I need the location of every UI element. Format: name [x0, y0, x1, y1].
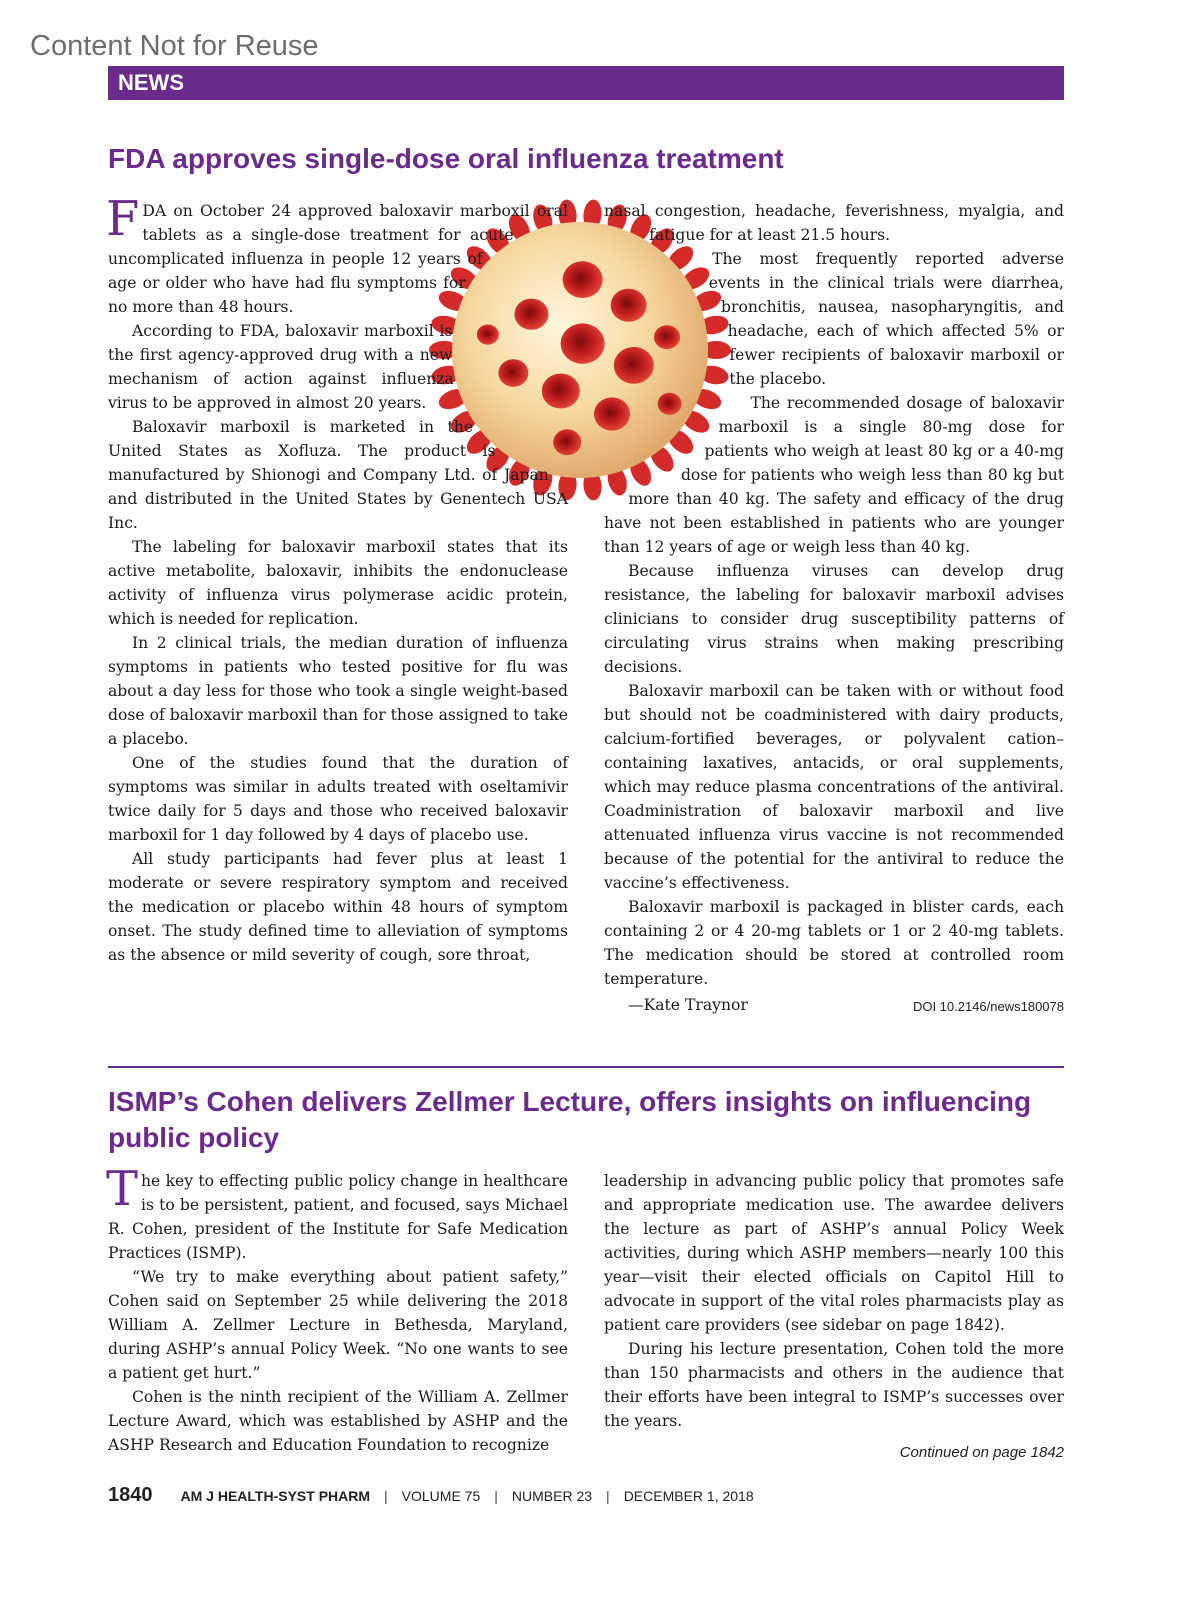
- article1-paragraph: nasal congestion, headache, feverishness, myalgia, and fatigue for at least 21.5 hours.: [604, 202, 1064, 244]
- page-footer: [108, 1484, 754, 1507]
- article1-paragraph: Because influenza viruses can develop drug resistance, the labeling for baloxavir marboxil advises clinicians to consider drug susceptibility patterns of circulating virus strains when making prescribing decisions.: [604, 562, 1064, 676]
- article1-paragraph: FDA on October 24 approved baloxavir marboxil oral tablets as a single-dose treatment for acute uncomplicated influenza in people 12 years of age or older who have had flu symptoms for no more than 48 hours.: [106, 191, 568, 316]
- article-divider: [108, 1066, 1064, 1068]
- article1-paragraph: The labeling for baloxavir marboxil states that its active metabolite, baloxavir, inhibits the endonuclease activity of influenza virus polymerase acidic protein, which is needed for replication.: [108, 538, 568, 628]
- virus-surface-protein: [563, 261, 603, 298]
- article1-paragraph: The most frequently reported adverse events in the clinical trials were diarrhea, bronchitis, nausea, nasopharyngitis, and headache, each of which affected 5% or fewer recipients of baloxavir marboxil or the placebo.: [708, 250, 1064, 388]
- article2-paragraph: During his lecture presentation, Cohen told the more than 150 pharmacists and others in the audience that their efforts have been integral to ISMP’s successes over the years.: [604, 1340, 1064, 1430]
- article1-paragraph: All study participants had fever plus at least 1 moderate or severe respiratory symptom and received the medication or placebo within 48 hours of symptom onset. The study defined time to alleviation of symptoms as the absence or mild severity of cough, sore throat,: [108, 850, 568, 964]
- article1-paragraph: One of the studies found that the duration of symptoms was similar in adults treated with oseltamivir twice daily for 5 days and those who received baloxavir marboxil for 1 day followed by 4 days of placebo use.: [108, 754, 568, 844]
- section-banner: NEWS: [108, 66, 1064, 100]
- drop-cap: T: [106, 1161, 139, 1217]
- continued-note: Continued on page 1842: [899, 1444, 1064, 1461]
- article2-column-left: [106, 1161, 568, 1457]
- page-number: 1840: [108, 1484, 153, 1506]
- article1-paragraph: Baloxavir marboxil is packaged in blister cards, each containing 2 or 4 20-mg tablets or 1 or 2 40-mg tablets. The medication should be stored at controlled room temperature.: [604, 898, 1064, 988]
- journal-issue-number: NUMBER 23: [511, 1488, 593, 1504]
- article1-paragraph: Baloxavir marboxil can be taken with or without food but should not be coadministered with dairy products, calcium-fortified beverages, or polyvalent cation–containing laxatives, antacids, or oral supplements, which may reduce plasma concentrations of the antiviral. Coadministration of baloxavir marboxil and live attenuated influenza virus vaccine is not recommended because of the potential for the antiviral to reduce the vaccine’s effectiveness.: [604, 682, 1064, 892]
- article2-paragraph: leadership in advancing public policy that promotes safe and appropriate medication use. The awardee delivers the lecture as part of ASHP’s annual Policy Week activities, during which ASHP members—nearly 100 this year—visit their elected officials on Capitol Hill to advocate in support of the vital roles pharmacists play as patient care providers (see sidebar on page 1842).: [604, 1172, 1064, 1334]
- footer-separator: |: [384, 1488, 388, 1504]
- article1-headline: FDA approves single-dose oral influenza treatment: [108, 143, 784, 174]
- article1-column-left: [106, 191, 568, 967]
- article1-paragraph: Baloxavir marboxil is marketed in the United States as Xofluza. The product is manufactured by Shionogi and Company Ltd. of Japan and distributed in the United States by Genentech USA Inc.: [108, 418, 568, 532]
- article2-paragraph: Cohen is the ninth recipient of the William A. Zellmer Lecture Award, which was established by ASHP and the ASHP Research and Education Foundation to recognize: [108, 1388, 568, 1454]
- footer-separator: |: [606, 1488, 610, 1504]
- article2-column-right: [604, 1169, 1064, 1433]
- article1-paragraph: According to FDA, baloxavir marboxil is the first agency-approved drug with a new mechanism of action against influenza virus to be approved in almost 20 years.: [108, 322, 454, 412]
- doi-reference: DOI 10.2146/news180078: [912, 999, 1064, 1014]
- drop-cap: F: [106, 191, 140, 247]
- author-byline: —Kate Traynor: [628, 996, 748, 1014]
- article1-column-right: [604, 199, 1064, 1017]
- journal-name: AM J HEALTH-SYST PHARM: [180, 1488, 371, 1504]
- journal-volume: VOLUME 75: [401, 1488, 481, 1504]
- article2-paragraph: “We try to make everything about patient safety,” Cohen said on September 25 while delivering the 2018 William A. Zellmer Lecture in Bethesda, Maryland, during ASHP’s annual Policy Week. “No one wants to see a patient get hurt.”: [108, 1268, 568, 1382]
- issue-date: DECEMBER 1, 2018: [623, 1488, 754, 1504]
- watermark-text: Content Not for Reuse: [30, 30, 319, 62]
- footer-separator: |: [494, 1488, 498, 1504]
- article2-headline: ISMP’s Cohen delivers Zellmer Lecture, offers insights on influencing public policy: [108, 1086, 1032, 1153]
- article1-paragraph: In 2 clinical trials, the median duration of influenza symptoms in patients who tested positive for flu was about a day less for those who took a single weight-based dose of baloxavir marboxil than for those assigned to take a placebo.: [108, 634, 568, 748]
- article1-paragraph: The recommended dosage of baloxavir marboxil is a single 80-mg dose for patients who weigh at least 80 kg or a 40-mg dose for patients who weigh less than 80 kg but more than 40 kg. The safety and efficacy of the drug have not been established in patients who are younger than 12 years of age or weigh less than 40 kg.: [604, 394, 1064, 556]
- article2-paragraph: The key to effecting public policy change in healthcare is to be persistent, patient, and focused, says Michael R. Cohen, president of the Institute for Safe Medication Practices (ISMP).: [106, 1161, 568, 1262]
